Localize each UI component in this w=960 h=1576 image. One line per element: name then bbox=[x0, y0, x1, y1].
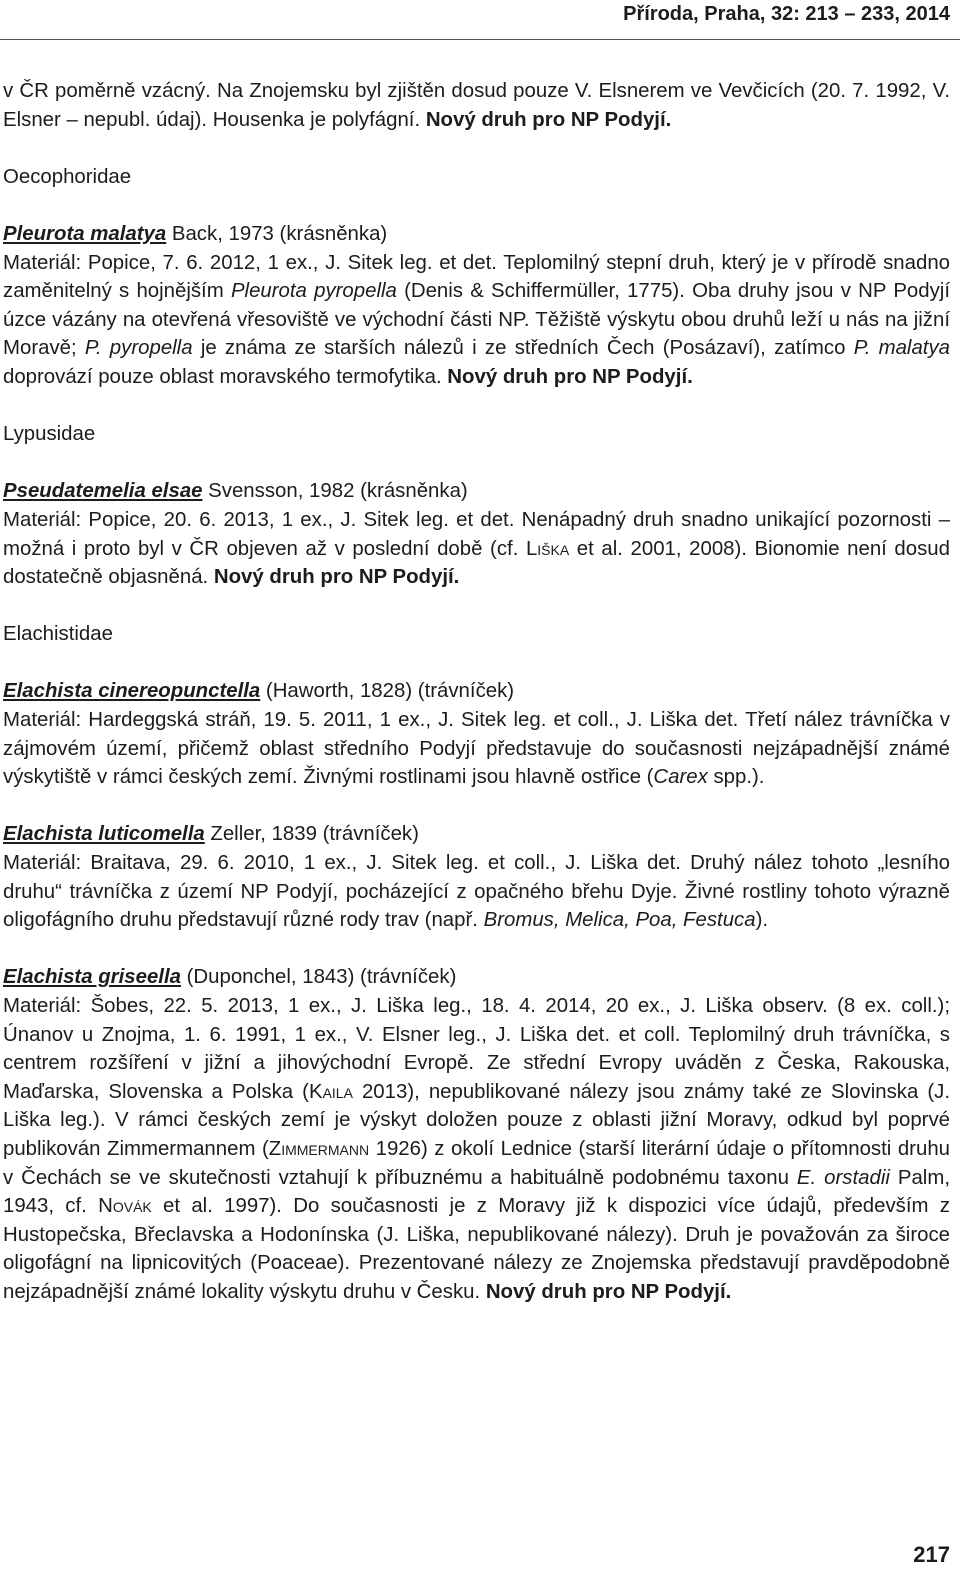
text-segment: (Denis & Schiffermüller, 1775). Oba druhy jsou v NP Podyjí úzce vázány na otevřená vřesoviště ve východní části NP. Těžiště výskytu obou druhů leží u nás na jižní Moravě; bbox=[3, 280, 950, 360]
cited-author: Kaila bbox=[308, 1080, 353, 1103]
page-number: 217 bbox=[913, 1542, 950, 1567]
new-species-note: Nový druh pro NP Podyjí. bbox=[447, 365, 693, 388]
species-title-elachista-luticomella bbox=[3, 820, 950, 849]
species-author: (Duponchel, 1843) (trávníček) bbox=[180, 966, 457, 989]
text-segment: Palm, 1943, cf. bbox=[3, 1166, 950, 1218]
text-segment: je známa ze starších nálezů i ze středních Čech (Posázaví), zatímco bbox=[192, 337, 854, 360]
new-species-note: Nový druh pro NP Podyjí. bbox=[485, 1280, 732, 1303]
text-segment: doprovází pouze oblast moravského termofytika. bbox=[3, 365, 448, 388]
species-text-pleurota-malatya bbox=[3, 249, 950, 392]
species-author: Zeller, 1839 (trávníček) bbox=[204, 823, 419, 846]
species-name: Elachista luticomella bbox=[3, 823, 205, 846]
running-header: Příroda, Praha, 32: 213 – 233, 2014 bbox=[623, 3, 950, 25]
species-author: Back, 1973 (krásněnka) bbox=[166, 222, 388, 245]
intro-paragraph bbox=[3, 77, 950, 134]
text-segment: et al. 2001, 2008). Bionomie není dosud dostatečně objasněná. bbox=[3, 537, 950, 589]
new-species-note: Nový druh pro NP Podyjí. bbox=[213, 566, 460, 589]
family-heading-lypusidae: Lypusidae bbox=[3, 423, 96, 446]
family-heading-oecophoridae: Oecophoridae bbox=[3, 165, 132, 188]
header-rule bbox=[0, 39, 960, 40]
species-title-pleurota-malatya bbox=[3, 220, 950, 249]
text-segment: Materiál: Šobes, 22. 5. 2013, 1 ex., J. Liška leg., 18. 4. 2014, 20 ex., J. Liška observ. (8 ex. coll.); Únanov u Znojma, 1. 6. 1991, 1 ex., V. Elsner leg., J. Liška det. et coll. Teplomilný druh trávníčka, s centrem rozšíření v jižní a jihovýchodní Evropě. Ze střední Evropy uváděn z Česka, Rakouska, Maďarska, Slovenska a Polska ( bbox=[3, 995, 950, 1103]
cited-author: Zimmermann bbox=[268, 1137, 370, 1160]
species-text-elachista-luticomella bbox=[3, 849, 950, 935]
text-segment: Materiál: Popice, 20. 6. 2013, 1 ex., J. Sitek leg. et det. Nenápadný druh snadno unikající pozornosti – možná i proto byl v ČR objeven až v poslední době (cf. bbox=[3, 508, 950, 560]
intro-text: v ČR poměrně vzácný. Na Znojemsku byl zjištěn dosud pouze V. Elsnerem ve Vevčicích (20. 7. 1992, V. Elsner – nepubl. údaj). Housenka je polyfágní. bbox=[3, 80, 950, 131]
taxon-italic: Bromus, Melica, Poa, Festuca bbox=[483, 909, 756, 932]
text-segment: Materiál: Braitava, 29. 6. 2010, 1 ex., J. Sitek leg. et coll., J. Liška det. Druhý nález tohoto „lesního druhu“ trávníčka z území NP Podyjí, pocházející z opačného břehu Dyje. Živné rostliny tohoto výrazně oligofágního druhu představují různé rody trav (např. bbox=[3, 852, 950, 932]
text-segment: Materiál: Hardeggská stráň, 19. 5. 2011, 1 ex., J. Sitek leg. et coll., J. Liška det. Třetí nález trávníčka v zájmovém území, přičemž oblast středního Podyjí představuje do současnosti nejzápadnější známé výskytiště v rámci českých zemí. Živnými rostlinami jsou hlavně ostřice ( bbox=[3, 709, 950, 789]
species-name: Elachista griseella bbox=[3, 966, 181, 989]
taxon-italic: P. malatya bbox=[853, 337, 951, 360]
species-title-pseudatemelia-elsae bbox=[3, 477, 950, 506]
taxon-italic: Pleurota pyropella bbox=[230, 280, 397, 303]
taxon-italic: E. orstadii bbox=[796, 1166, 890, 1189]
cited-author: Novák bbox=[98, 1195, 152, 1218]
text-segment: spp.). bbox=[707, 766, 765, 789]
species-text-pseudatemelia-elsae bbox=[3, 506, 950, 592]
taxon-italic: P. pyropella bbox=[84, 337, 193, 360]
cited-author: Liška bbox=[525, 537, 570, 560]
text-segment: ). bbox=[755, 909, 769, 932]
article-body bbox=[3, 77, 950, 1307]
species-text-elachista-cinereopunctella bbox=[3, 706, 950, 792]
species-author: Svensson, 1982 (krásněnka) bbox=[202, 480, 468, 503]
species-name: Elachista cinereopunctella bbox=[3, 680, 261, 703]
text-segment: et al. 1997). Do současnosti je z Moravy již k dispozici více údajů, především z Hustopečska, Břeclavska a Hodonínska (J. Liška, nepublikované nálezy). Druh je považován za široce oligofágní na lipnicovitých (Poaceae). Prezentované nálezy ze Znojemska představují pravděpodobně nejzápadnější známé lokality výskytu druhu v Česku. bbox=[3, 1195, 950, 1303]
text-segment: Materiál: Popice, 7. 6. 2012, 1 ex., J. Sitek leg. et det. Teplomilný stepní druh, který je v přírodě snadno zaměnitelný s hojnějším bbox=[3, 251, 950, 303]
text-segment: 1926) z okolí Lednice (starší literární údaje o přítomnosti druhu v Čechách se ve skutečnosti vztahují k příbuznému a habituálně podobnému taxonu bbox=[3, 1137, 950, 1189]
species-name: Pseudatemelia elsae bbox=[3, 480, 203, 503]
new-species-note: Nový druh pro NP Podyjí. bbox=[425, 108, 672, 131]
family-heading-elachistidae: Elachistidae bbox=[3, 623, 113, 646]
species-title-elachista-griseella bbox=[3, 963, 950, 992]
text-segment: 2013), nepublikované nálezy jsou známy také ze Slovinska (J. Liška leg.). V rámci českých zemí je výskyt doložen pouze z oblasti jižní Moravy, odkud byl poprvé publikován Zimmermannem ( bbox=[3, 1080, 951, 1160]
taxon-italic: Carex bbox=[653, 766, 708, 789]
species-name: Pleurota malatya bbox=[3, 222, 167, 245]
species-author: (Haworth, 1828) (trávníček) bbox=[260, 680, 515, 703]
species-text-elachista-griseella bbox=[3, 992, 950, 1307]
species-title-elachista-cinereopunctella bbox=[3, 677, 950, 706]
